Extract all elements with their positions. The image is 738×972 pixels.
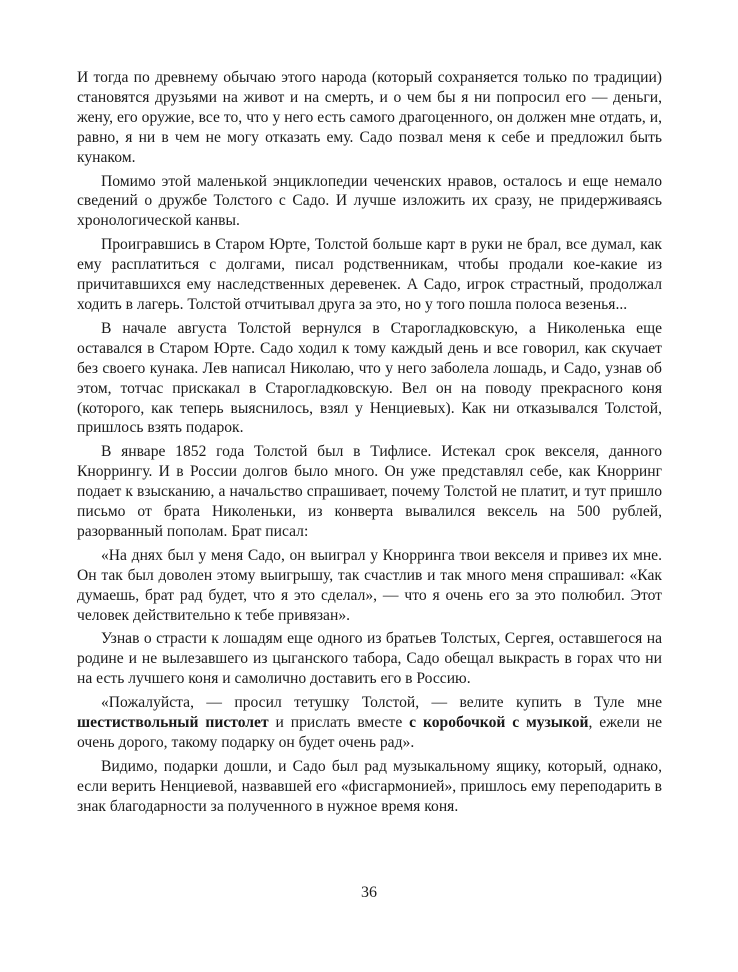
paragraph-3: Проигравшись в Старом Юрте, Толстой больше карт в руки не брал, все думал, как ему расплатиться с долгами, писал родственникам, чтобы продали кое-какие из причитавшихся ему наследственных деревенек. А Садо, игрок страстный, продолжал ходить в лагерь. Толстой отчитывал друга за это, но у того пошла полоса везенья... — [77, 236, 662, 313]
paragraph-2: Помимо этой маленькой энциклопедии чеченских нравов, осталось и еще немало сведений о дружбе Толстого с Садо. И лучше изложить их сразу, не придерживаясь хронологической канвы. — [77, 172, 662, 230]
page-number: 36 — [361, 884, 377, 901]
paragraph-9: Видимо, подарки дошли, и Садо был рад музыкальному ящику, который, однако, если верить Ненциевой, назвавшей его «фисгармонией», пришлось ему переподарить в знак благодарности за полученного в нужное время коня. — [77, 757, 662, 815]
quote-2-emphasis-music-box: с коробочкой с музыкой — [409, 714, 589, 732]
quote-2-emphasis-pistol: шестиствольный пистолет — [77, 714, 269, 732]
quote-1: «На днях был у меня Садо, он выиграл у Кнорринга твои векселя и привез их мне. Он так был доволен этому выигрышу, так счастлив и так много меня спрашивал: «Как думаешь, брат рад будет, что я это сделал», — что я очень его за это полюбил. Этот человек действительно к тебе привязан». — [77, 546, 662, 624]
paragraph-1: И тогда по древнему обычаю этого народа (который сохраняется только по традиции) становятся друзьями на живот и на смерть, и о чем бы я ни попросил его — деньги, жену, его оружие, все то, что у него есть самого драгоценного, он должен мне отдать, и, равно, я ни в чем не могу отказать ему. Садо позвал меня к себе и предложил быть кунаком. — [77, 69, 662, 166]
quote-2-part-1: «Пожалуйста, — просил тетушку Толстой, — велите купить в Туле мне — [101, 694, 662, 712]
quote-2 — [77, 693, 662, 753]
book-page — [77, 68, 662, 821]
paragraph-4: В начале августа Толстой вернулся в Старогладковскую, а Николенька еще оставался в Старом Юрте. Садо ходил к тому каждый день и все говорил, как скучает без своего кунака. Лев написал Николаю, что у него заболела лошадь, и Садо, узнав об этом, тотчас прискакал в Старогладковскую. Вел он на поводу прекрасного коня (которого, как теперь выяснилось, взял у Ненциевых). Как ни отказывался Толстой, пришлось взять подарок. — [77, 319, 662, 437]
quote-2-part-2: и прислать вместе — [268, 714, 410, 732]
paragraph-7: Узнав о страсти к лошадям еще одного из братьев Толстых, Сергея, оставшегося на родине и не вылезавшего из цыганского табора, Садо обещал выкрасть в горах что ни на есть лучшего коня и самолично доставить его в Россию. — [77, 630, 662, 688]
paragraph-5: В январе 1852 года Толстой был в Тифлисе. Истекал срок векселя, данного Кноррингу. И в России долгов было много. Он уже представлял себе, как Кнорринг подает к взысканию, а начальство спрашивает, почему Толстой не платит, и тут пришло письмо от брата Николеньки, из конверта вывалился вексель на 500 рублей, разорванный пополам. Брат писал: — [77, 443, 662, 540]
quote-2-part-3: , ежели не очень дорого, такому подарку он будет очень рад». — [77, 714, 662, 751]
